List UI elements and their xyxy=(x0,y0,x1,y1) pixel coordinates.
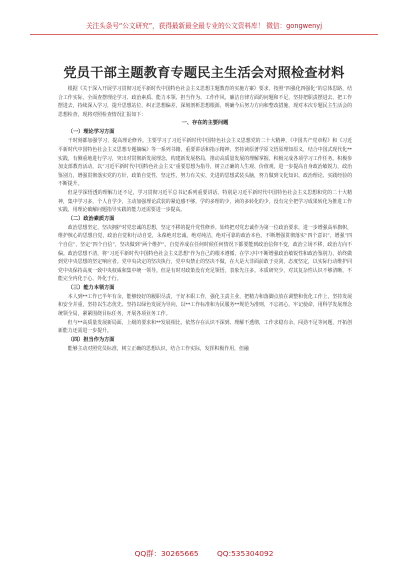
paragraph: 能够主动对照党员标准，树立正确的思想认识，结合工作实际，发挥积极作用，但融 xyxy=(67,345,249,352)
paragraph: 干时刻都加强学习，提高理论修养。主要学习了习近平新时代中国特色社会主义思想党的二十大精神，《中国共产党章程》和《习近平新时代中国特色社会主义思想专题摘编》等一系列书籍，重要讲话和指示精神，坚持读原著学原文悟原理知原义，结合中国式现代化**实践，有侧重地进行学习，突出对贯彻新发展理念，构建新发展格局，推动高质量发展的理解掌握，积极完成各项学习工作任务。积极参加支部教育活动，以“习近平新时代中国特色社会主义”重要思想为指导，树立正确的人生观、价值观，进一步提高自身政治敏锐力，政治鉴别力，增强贯彻落实党的方针，政策自觉性，坚定性，努力有关实、先进的思想武装头脑，努力做到文化知识、政治理论、实践经验的不断提升。 xyxy=(58,138,352,188)
document-body xyxy=(58,85,352,353)
paragraph: 政治思想坚定，坚决拥护对党忠诚的思想，坚定不移的提升党性修养。始终把对党忠诚作为第一位政治要求，进一步增强高举旗帜，维护核心的思想自觉，政治自觉和行动自觉，永葆绝对忠诚，绝对纯洁，绝对可靠的政治本色。不断增强贯彻落实“四个意识”，增强“四个自信”，坚定“四个自信”，坚决做到“两个维护”。自觉养成在任何时候任何情况下都要能到政治信仰不变，政治立场不移，政治方向不偏。政治思想不清，将“习近平新时代中国特色社会主义思想”作为自己的根本遵循，在学习中不断增强政治敏锐性和政治鉴别力，始终做到党中央思想的坚定响应者。党中央决定的坚决执行，党中央禁止的坚决不做，在大是大非面前敢于亮剑，态度坚定，以实际行动维护同党中央保持高度一致中央权威和集中统一领导。但是有时对政策没有充足领悟，表象先注多。本质研究少，对其复杂性认识不够清晰，不能完全内化于心、外化于行。 xyxy=(58,224,352,283)
subheading-theory: （一）理论学习方面 xyxy=(67,129,115,136)
subheading-ability: （三）能力本领方面 xyxy=(67,284,115,291)
intro-paragraph: 根据《关于深入开展学习贯彻习近平新时代中国特色社会主义思想主题教育的实施方案》要求，按照“四强化四强化”的总体思路，结合工作实际，全面查摆理论学习、政治素质、能力本领、担当作为、工作作风、廉洁自律方面的问题和不足，坚持把职责摆进去，把工作摆进去，持续深入学习，提升思想站位，纠正思想偏差，深刻剖析思想根源，明确今后努力方向和整改措施，现对本次专题民主生活会的思想检查，现将对照检查情况汇报如下： xyxy=(58,86,352,118)
footer-contact xyxy=(90,548,318,560)
qq-group: QQ群：30265665 xyxy=(134,549,199,558)
paragraph: 本人到**工作已半年有余，能够较好的履职尽责，干好本职工作，强化主责主业，把精力和落脚点放在调整和优化工作上，坚持发展和安全并重，坚持以生态优先、坚持以绿色发展为导向，以**工作标准和为民服务**规范为准则，不忘初心，牢记使命，用科学发展理念统领全局，紧紧围绕目标任务，开展各项业务工作。 xyxy=(58,293,352,318)
top-banner: 关注头条号“公文研究”，获得最新最全最专业的公文资料库！ 微信：gongwenyj xyxy=(85,22,323,30)
section-heading: 一、存在的主要问题 xyxy=(181,120,229,127)
page-title: 党员干部主题教育专题民主生活会对照检查材料 xyxy=(63,66,345,81)
qq-number: QQ:535304092 xyxy=(216,549,274,558)
subheading-political: （二）政治素质方面 xyxy=(67,215,115,222)
paragraph: 但与**高质量发展新局面，上级的要求和**发展相比，依然存在认识不深到、理解不透彻，工作求稳有余，闯劲不足等问题，开拓创新能力还需进一步提升。 xyxy=(58,319,352,335)
subheading-responsibility: （四）担当作为方面 xyxy=(67,336,115,343)
paragraph: 但是学深悟透的理解力还不足，学习贯彻习近平总书记系列重要讲话、特别是习近平新时代中国特色社会主义思想和党的二十大精神，集中学习多，个人自学少，主动加强理论武装的紧迫感不够，学的多理的少，读的多转化的少，没有完全把学习成果转化为推进工作实践，用理论破解问题指导实践的能力还需要进一步提高。 xyxy=(58,189,352,214)
header-divider xyxy=(30,34,378,35)
